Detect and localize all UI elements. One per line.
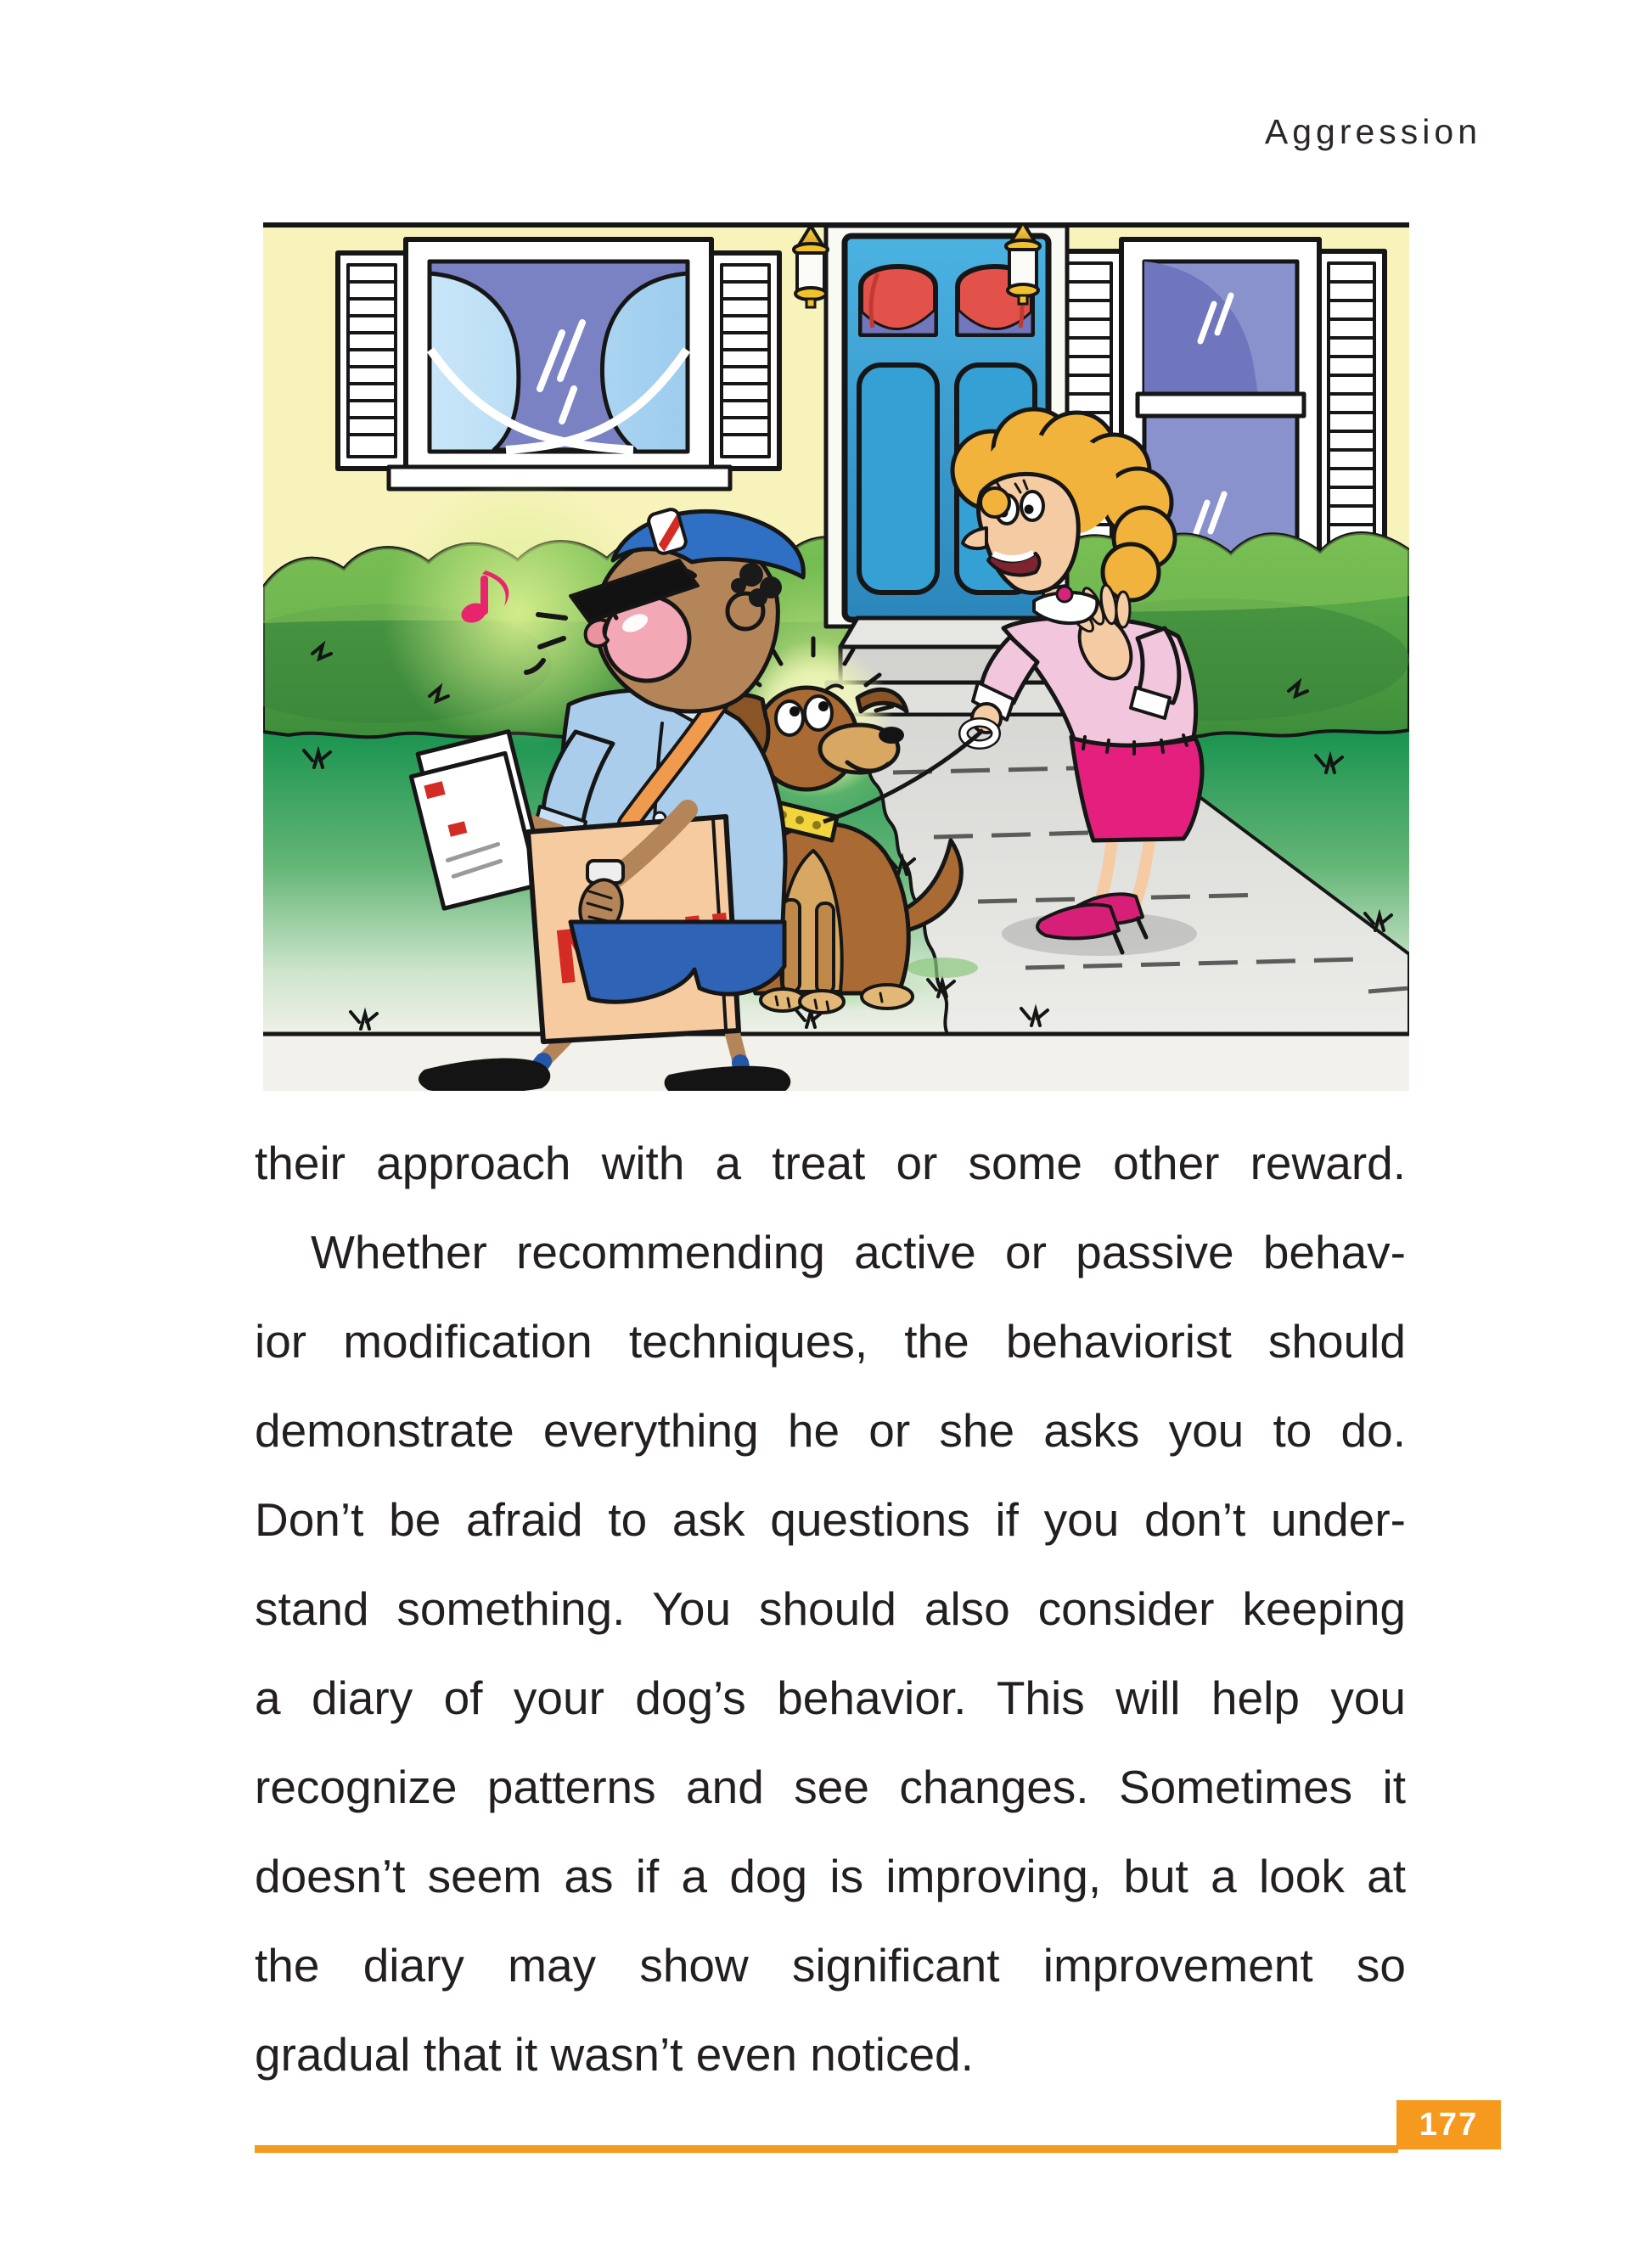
body-line: Don’t be afraid to ask questions if you don’t under-: [255, 1493, 1406, 1546]
body-line: the diary may show significant improvement so: [255, 1939, 1406, 1992]
left-window-left-shutter: [338, 253, 406, 469]
body-line: Whether recommending active or passive behav-: [311, 1226, 1406, 1278]
woman-earring: [1057, 587, 1072, 602]
woman-skirt: [1071, 737, 1202, 840]
body-line: recognize patterns and see changes. Sometimes it: [255, 1761, 1406, 1813]
body-line: ior modification techniques, the behaviorist should: [255, 1315, 1406, 1368]
body-line: their approach with a treat or some other reward.: [255, 1137, 1406, 1189]
body-line: gradual that it wasn’t even noticed.: [255, 2028, 974, 2081]
right-window-mullion: [1138, 394, 1304, 416]
left-window: [338, 239, 779, 489]
page-header-text: Aggression: [1264, 112, 1481, 151]
page-number: 177: [1419, 2106, 1479, 2143]
body-text: [255, 1119, 1406, 2099]
page-header: [1265, 112, 1481, 152]
illustration: [263, 222, 1409, 1091]
door-window-left: [861, 267, 936, 334]
cartoon-scene: [263, 222, 1409, 1091]
body-line: stand something. You should also consider keeping: [255, 1582, 1406, 1635]
body-line: doesn’t seem as if a dog is improving, but a look at: [255, 1850, 1406, 1902]
body-line: a diary of your dog’s behavior. This will help you: [255, 1671, 1406, 1724]
left-window-right-shutter: [711, 253, 779, 469]
door-panel-left: [859, 365, 937, 593]
footer-rule: [255, 2145, 1398, 2153]
dog-nose: [879, 727, 904, 744]
mailman-lips: [586, 620, 608, 646]
page-number-badge: [1396, 2100, 1501, 2149]
body-line: demonstrate everything he or she asks you to do.: [255, 1404, 1406, 1457]
